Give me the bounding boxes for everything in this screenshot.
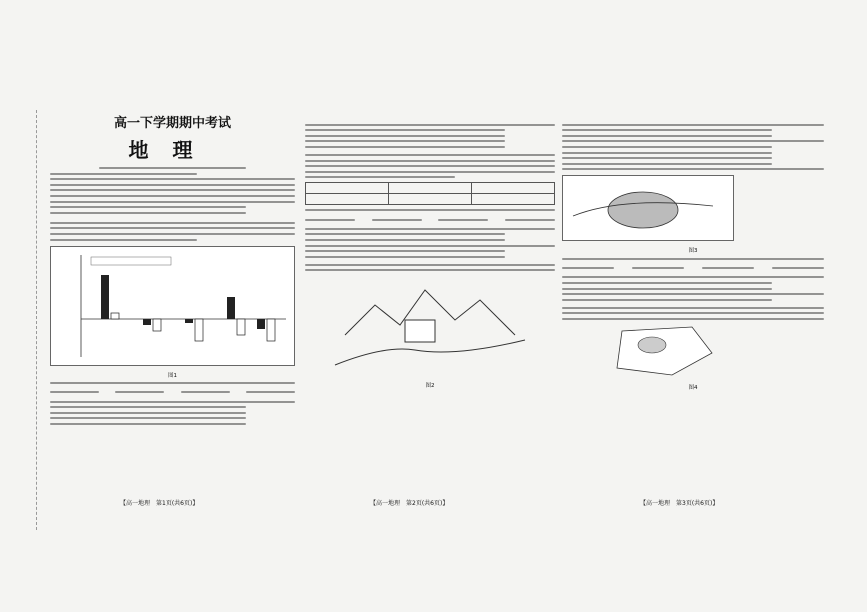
option-line	[305, 256, 505, 258]
passage-line	[305, 176, 455, 178]
question-text-line	[562, 140, 824, 142]
figure-4-svg	[562, 323, 824, 381]
passage-line	[562, 168, 824, 170]
option-line	[305, 233, 505, 235]
bar	[257, 319, 265, 329]
question-text-line	[562, 293, 824, 295]
option-line	[562, 282, 772, 284]
figure-4-caption: 图4	[688, 385, 698, 392]
bar	[185, 319, 193, 323]
option-line	[562, 135, 772, 137]
question-text-line	[305, 209, 555, 211]
question-text-line	[305, 124, 555, 126]
page-1-column	[50, 112, 295, 428]
urban-area	[608, 192, 678, 228]
figure-1-bar-chart	[50, 246, 295, 366]
bar	[153, 319, 161, 331]
option-line	[305, 146, 505, 148]
option-line	[305, 140, 505, 142]
river-line	[335, 340, 525, 365]
option-line	[562, 129, 772, 131]
settlement-box	[405, 320, 435, 342]
figure-3-svg	[563, 176, 733, 240]
page-2-footer: 【高一地理 第2页(共6页)】	[370, 500, 449, 507]
passage-line	[305, 269, 555, 271]
bar	[195, 319, 203, 341]
question-text-line	[50, 239, 197, 241]
question-text-line	[50, 382, 295, 384]
notes-line	[50, 178, 295, 180]
answer-options	[562, 264, 824, 273]
page-3-footer: 【高一地理 第3页(共6页)】	[640, 500, 719, 507]
question-text-line	[50, 233, 295, 235]
binding-strip	[8, 110, 37, 530]
table-cell	[306, 183, 389, 194]
bar	[237, 319, 245, 335]
data-table	[305, 182, 555, 205]
exam-title: 高一下学期期中考试	[113, 116, 231, 131]
question-text-line	[562, 276, 824, 278]
figure-2-svg	[305, 275, 555, 377]
figure-1-caption: 图1	[168, 372, 177, 379]
legend-box	[91, 257, 171, 265]
notes-heading	[50, 173, 197, 175]
table-cell	[389, 194, 472, 205]
district-area	[638, 337, 666, 353]
option-line	[305, 129, 505, 131]
question-text-line	[50, 401, 295, 403]
figure-2-caption: 图2	[425, 383, 435, 390]
option-line	[50, 412, 246, 414]
score-info-line	[99, 167, 246, 169]
passage-line	[305, 160, 555, 162]
option-line	[562, 299, 772, 301]
option-line	[305, 250, 505, 252]
section-heading	[50, 222, 295, 224]
bar	[143, 319, 151, 325]
option-line	[562, 157, 772, 159]
notes-line	[50, 184, 295, 186]
passage-line	[305, 165, 555, 167]
option-line	[562, 288, 772, 290]
region-outline	[617, 327, 712, 375]
notes-line	[50, 212, 246, 214]
bar	[227, 297, 235, 319]
table-cell	[389, 183, 472, 194]
passage-line	[562, 307, 824, 309]
table-cell	[472, 183, 555, 194]
passage-line	[562, 312, 824, 314]
question-text-line	[50, 227, 295, 229]
passage-line	[305, 171, 555, 173]
question-text-line	[562, 258, 824, 260]
notes-line	[50, 201, 295, 203]
bar	[267, 319, 275, 341]
option-line	[50, 406, 246, 408]
notes-line	[50, 195, 295, 197]
answer-options	[305, 215, 555, 224]
figure-3-caption: 图3	[688, 248, 698, 255]
page-3-column	[562, 120, 824, 391]
option-line	[50, 423, 246, 425]
option-line	[305, 135, 505, 137]
passage-line	[562, 318, 824, 320]
page-2-column	[305, 120, 555, 389]
notes-line	[50, 189, 295, 191]
figure-3-map	[562, 175, 734, 241]
question-text-line	[305, 245, 555, 247]
exam-subject: 地理	[128, 138, 217, 162]
table-cell	[472, 194, 555, 205]
question-text-line	[562, 124, 824, 126]
bar	[111, 313, 119, 319]
passage-line	[305, 154, 555, 156]
question-text-line	[305, 228, 555, 230]
option-line	[50, 417, 246, 419]
bar	[101, 275, 109, 319]
figure-4-map	[562, 323, 824, 381]
option-line	[562, 163, 772, 165]
figure-2-sketch	[305, 275, 555, 377]
table-cell	[306, 194, 389, 205]
option-line	[562, 146, 772, 148]
page-1-footer: 【高一地理 第1页(共6页)】	[120, 500, 199, 507]
option-line	[305, 239, 505, 241]
figure-1-svg	[51, 247, 294, 365]
passage-line	[305, 264, 555, 266]
option-line	[562, 152, 772, 154]
notes-line	[50, 206, 246, 208]
answer-options	[50, 388, 295, 397]
